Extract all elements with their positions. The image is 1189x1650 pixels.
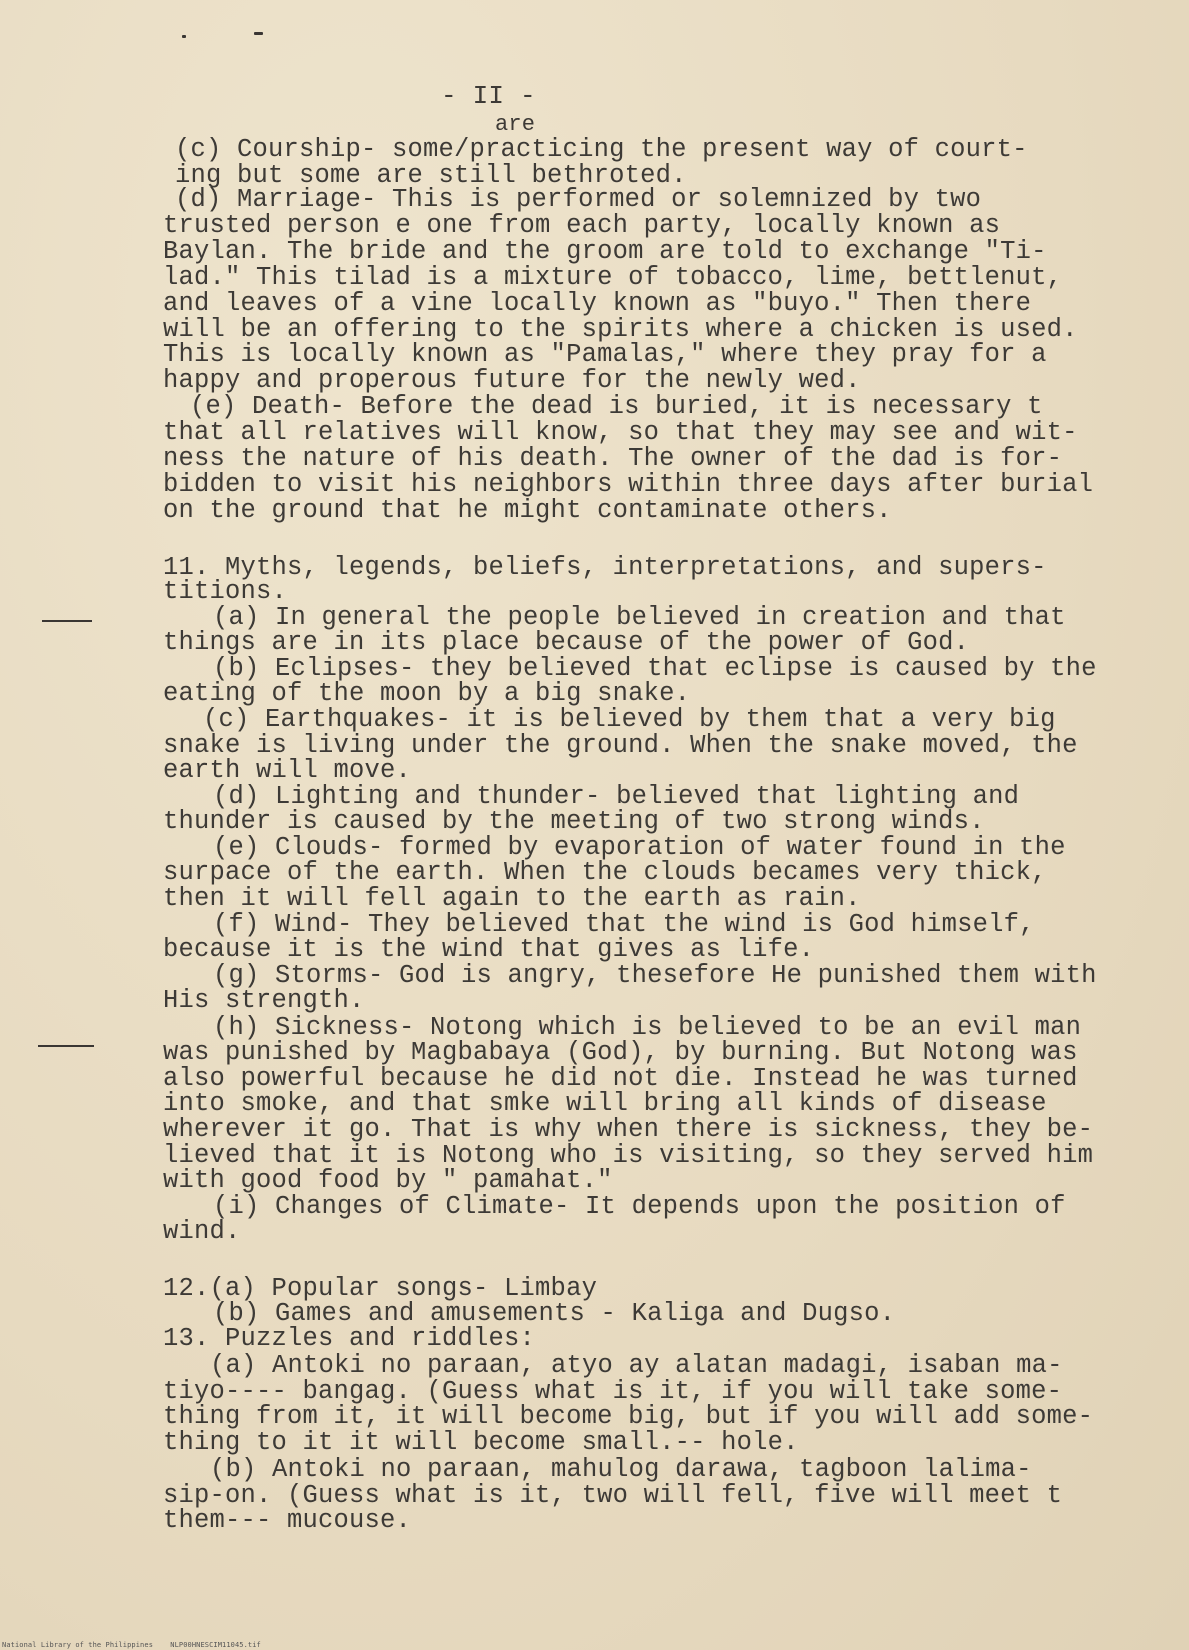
text-line: sip-on. (Guess what is it, two will fell, five will meet t — [163, 1481, 1063, 1510]
text-line: ing but some are still bethroted. — [175, 161, 687, 190]
text-line: them--- mucouse. — [163, 1506, 412, 1535]
text-line: (c) Courship- some/practicing the present way of court- — [175, 135, 1028, 164]
text-line: (b) Games and amusements - Kaliga and Dugso. — [213, 1299, 896, 1328]
text-line: titions. — [163, 577, 288, 606]
text-line: (d) Lighting and thunder- believed that lighting and — [213, 782, 1020, 811]
text-line: thunder is caused by the meeting of two strong winds. — [163, 807, 985, 836]
text-line: (b) Antoki no paraan, mahulog darawa, tagboon lalima- — [210, 1455, 1032, 1484]
text-line: eating of the moon by a big snake. — [163, 679, 691, 708]
footer-caption: National Library of the Philippines NLP00HNESCIM11045.tif — [2, 1641, 261, 1649]
text-line: things are in its place because of the power of God. — [163, 628, 970, 657]
text-line: 11. Myths, legends, beliefs, interpretations, and supers- — [163, 553, 1047, 582]
text-line: (i) Changes of Climate- It depends upon the position of — [213, 1192, 1066, 1221]
text-line: trusted person e one from each party, locally known as — [163, 211, 1001, 240]
text-line: also powerful because he did not die. Instead he was turned — [163, 1064, 1078, 1093]
text-line: (h) Sickness- Notong which is believed to be an evil man — [213, 1013, 1082, 1042]
text-line: (e) Clouds- formed by evaporation of water found in the — [213, 833, 1066, 862]
text-line: bidden to visit his neighbors within three days after burial — [163, 470, 1094, 499]
text-line: and leaves of a vine locally known as "buyo." Then there — [163, 289, 1032, 318]
text-line: was punished by Magbabaya (God), by burning. But Notong was — [163, 1038, 1078, 1067]
text-line: wind. — [163, 1217, 241, 1246]
text-line: happy and properous future for the newly wed. — [163, 366, 861, 395]
text-line: (a) In general the people believed in creation and that — [213, 603, 1066, 632]
insertion-above: are — [495, 112, 536, 137]
page-header: - II - — [441, 81, 536, 111]
text-line: (e) Death- Before the dead is buried, it is necessary t — [190, 392, 1043, 421]
margin-mark — [42, 620, 92, 622]
text-line: Baylan. The bride and the groom are told to exchange "Ti- — [163, 237, 1047, 266]
text-line: (d) Marriage- This is performed or solemnized by two — [175, 185, 982, 214]
text-line: snake is living under the ground. When the snake moved, the — [163, 731, 1078, 760]
text-line: wherever it go. That is why when there is sickness, they be- — [163, 1115, 1094, 1144]
ink-mark — [254, 32, 263, 35]
text-line: His strength. — [163, 986, 365, 1015]
text-line: lieved that it is Notong who is visiting, so they served him — [163, 1141, 1094, 1170]
text-line: This is locally known as "Pamalas," where they pray for a — [163, 340, 1047, 369]
text-line: 12.(a) Popular songs- Limbay — [163, 1274, 598, 1303]
text-line: thing to it it will become small.-- hole. — [163, 1428, 799, 1457]
text-line: then it will fell again to the earth as rain. — [163, 884, 861, 913]
text-line: earth will move. — [163, 756, 412, 785]
text-line: tiyo---- bangag. (Guess what is it, if you will take some- — [163, 1377, 1063, 1406]
text-line: into smoke, and that smke will bring all kinds of disease — [163, 1089, 1047, 1118]
text-line: on the ground that he might contaminate others. — [163, 496, 892, 525]
text-line: ness the nature of his death. The owner of the dad is for- — [163, 444, 1063, 473]
text-line: (f) Wind- They believed that the wind is God himself, — [213, 910, 1035, 939]
text-line: with good food by " pamahat." — [163, 1166, 613, 1195]
text-line: that all relatives will know, so that they may see and wit- — [163, 418, 1078, 447]
text-line: thing from it, it will become big, but if you will add some- — [163, 1402, 1094, 1431]
text-line: (g) Storms- God is angry, thesefore He punished them with — [213, 961, 1097, 990]
text-line: (a) Antoki no paraan, atyo ay alatan madagi, isaban ma- — [210, 1351, 1063, 1380]
text-line: will be an offering to the spirits where a chicken is used. — [163, 315, 1078, 344]
text-line: (c) Earthquakes- it is believed by them that a very big — [203, 705, 1056, 734]
text-line: 13. Puzzles and riddles: — [163, 1324, 536, 1353]
text-line: (b) Eclipses- they believed that eclipse is caused by the — [213, 654, 1097, 683]
margin-mark — [38, 1045, 94, 1047]
text-line: because it is the wind that gives as life. — [163, 935, 815, 964]
ink-mark — [182, 35, 186, 38]
text-line: lad." This tilad is a mixture of tobacco, lime, bettlenut, — [163, 263, 1063, 292]
text-line: surpace of the earth. When the clouds becames very thick, — [163, 858, 1047, 887]
